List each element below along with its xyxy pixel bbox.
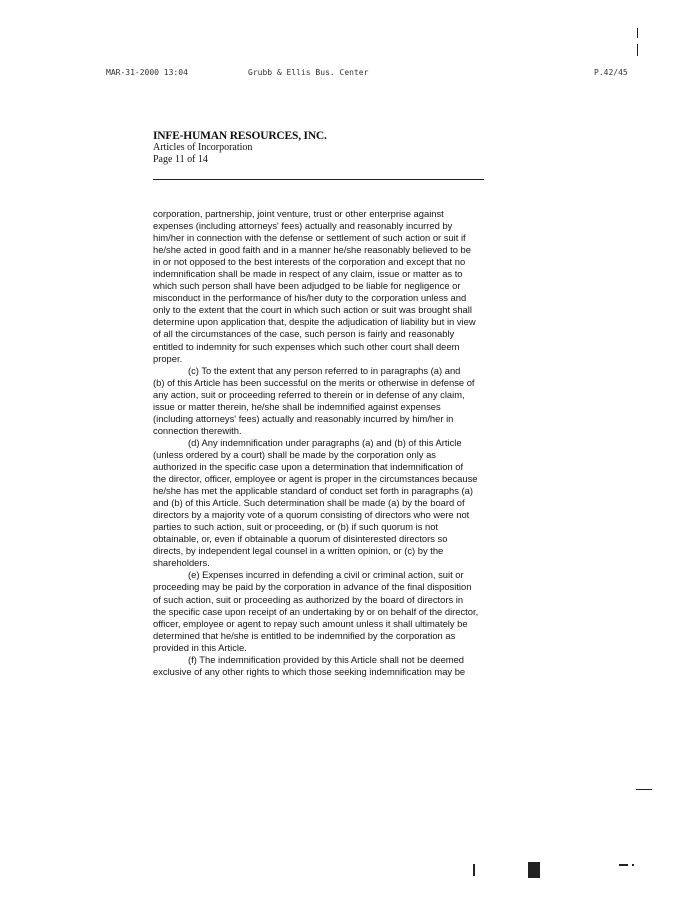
document-body <box>153 208 533 678</box>
body-line: determine upon application that, despite the adjudication of liability but in view <box>153 316 476 328</box>
scan-artifact-mark <box>637 28 638 38</box>
scan-artifact-mark <box>632 864 634 866</box>
fax-sender: Grubb & Ellis Bus. Center <box>248 68 369 77</box>
body-line: authorized in the specific case upon a determination that indemnification of <box>153 460 464 472</box>
fax-date-time: MAR-31-2000 13:04 <box>106 68 188 77</box>
document-title: Articles of Incorporation <box>153 142 253 153</box>
body-line: in or not opposed to the best interests of the corporation and except that no <box>153 256 466 268</box>
body-line: connection therewith. <box>153 424 242 436</box>
body-line: of all the circumstances of the case, such person is fairly and reasonably <box>153 328 455 340</box>
page-indicator: Page 11 of 14 <box>153 154 208 165</box>
letterhead <box>153 130 327 166</box>
body-line: of such action, suit or proceeding as authorized by the board of directors in <box>153 593 464 605</box>
body-line: (including attorneys' fees) actually and reasonably incurred by him/her in <box>153 412 454 424</box>
body-line: determined that he/she is entitled to be indemnified by the corporation as <box>153 629 456 641</box>
body-line: him/her in connection with the defense or settlement of such action or suit if <box>153 232 466 244</box>
body-line: expenses (including attorneys' fees) actually and reasonably incurred by <box>153 220 453 232</box>
scan-artifact-block <box>528 862 540 878</box>
scan-artifact-mark <box>637 44 638 56</box>
fax-page-number: P.42/45 <box>594 68 628 77</box>
body-line: the specific case upon receipt of an undertaking by or on behalf of the director, <box>153 605 479 617</box>
body-line: parties to such action, suit or proceeding, or (b) if such quorum is not <box>153 521 439 533</box>
body-line: directors by a majority vote of a quorum consisting of directors who were not <box>153 509 470 521</box>
body-line: corporation, partnership, joint venture, trust or other enterprise against <box>153 208 444 219</box>
body-line: he/she acted in good faith and in a manner he/she reasonably believed to be <box>153 244 471 256</box>
body-line: any action, suit or proceeding referred to therein or in defense of any claim, <box>153 388 465 400</box>
body-line: he/she has met the applicable standard of conduct set forth in paragraphs (a) <box>153 485 473 497</box>
body-line: exclusive of any other rights to which those seeking indemnification may be <box>153 665 466 677</box>
body-line: (b) of this Article has been successful on the merits or otherwise in defense of <box>153 376 475 388</box>
company-name: INFE-HUMAN RESOURCES, INC. <box>153 130 327 142</box>
body-line: (unless ordered by a court) shall be made by the corporation only as <box>153 448 436 460</box>
fax-header <box>0 68 698 82</box>
scan-artifact-mark <box>619 864 628 866</box>
body-line: proper. <box>153 352 183 364</box>
body-line: issue or matter therein, he/she shall be indemnified against expenses <box>153 400 441 412</box>
body-line: proceeding may be paid by the corporation in advance of the final disposition <box>153 581 472 593</box>
paragraph-e-start: (e) Expenses incurred in defending a civil or criminal action, suit or <box>188 569 464 581</box>
body-line: officer, employee or agent to repay such amount unless it shall ultimately be <box>153 617 468 629</box>
body-line: the director, officer, employee or agent is proper in the circumstances because <box>153 473 478 485</box>
header-divider <box>153 179 484 180</box>
body-line: misconduct in the performance of his/her duty to the corporation unless and <box>153 292 467 304</box>
body-line: provided in this Article. <box>153 641 247 653</box>
body-line: only to the extent that the court in which such action or suit was brought shall <box>153 304 472 316</box>
body-line: obtainable, or, even if obtainable a quorum of disinterested directors so <box>153 533 448 545</box>
body-line: which such person shall have been adjudged to be liable for negligence or <box>153 280 461 292</box>
body-line: indemnification shall be made in respect of any claim, issue or matter as to <box>153 268 463 280</box>
paragraph-f-start: (f) The indemnification provided by this Article shall not be deemed <box>188 653 465 665</box>
body-line: shareholders. <box>153 557 210 569</box>
paragraph-d-start: (d) Any indemnification under paragraphs (a) and (b) of this Article <box>188 436 462 448</box>
scan-artifact-mark <box>636 789 652 790</box>
scan-artifact-mark <box>473 864 475 876</box>
body-line: directs, by independent legal counsel in a written opinion, or (c) by the <box>153 545 444 557</box>
body-line: and (b) of this Article. Such determination shall be made (a) by the board of <box>153 497 465 509</box>
paragraph-c-start: (c) To the extent that any person referred to in paragraphs (a) and <box>188 364 461 376</box>
body-line: entitled to indemnity for such expenses which such other court shall deem <box>153 340 460 352</box>
